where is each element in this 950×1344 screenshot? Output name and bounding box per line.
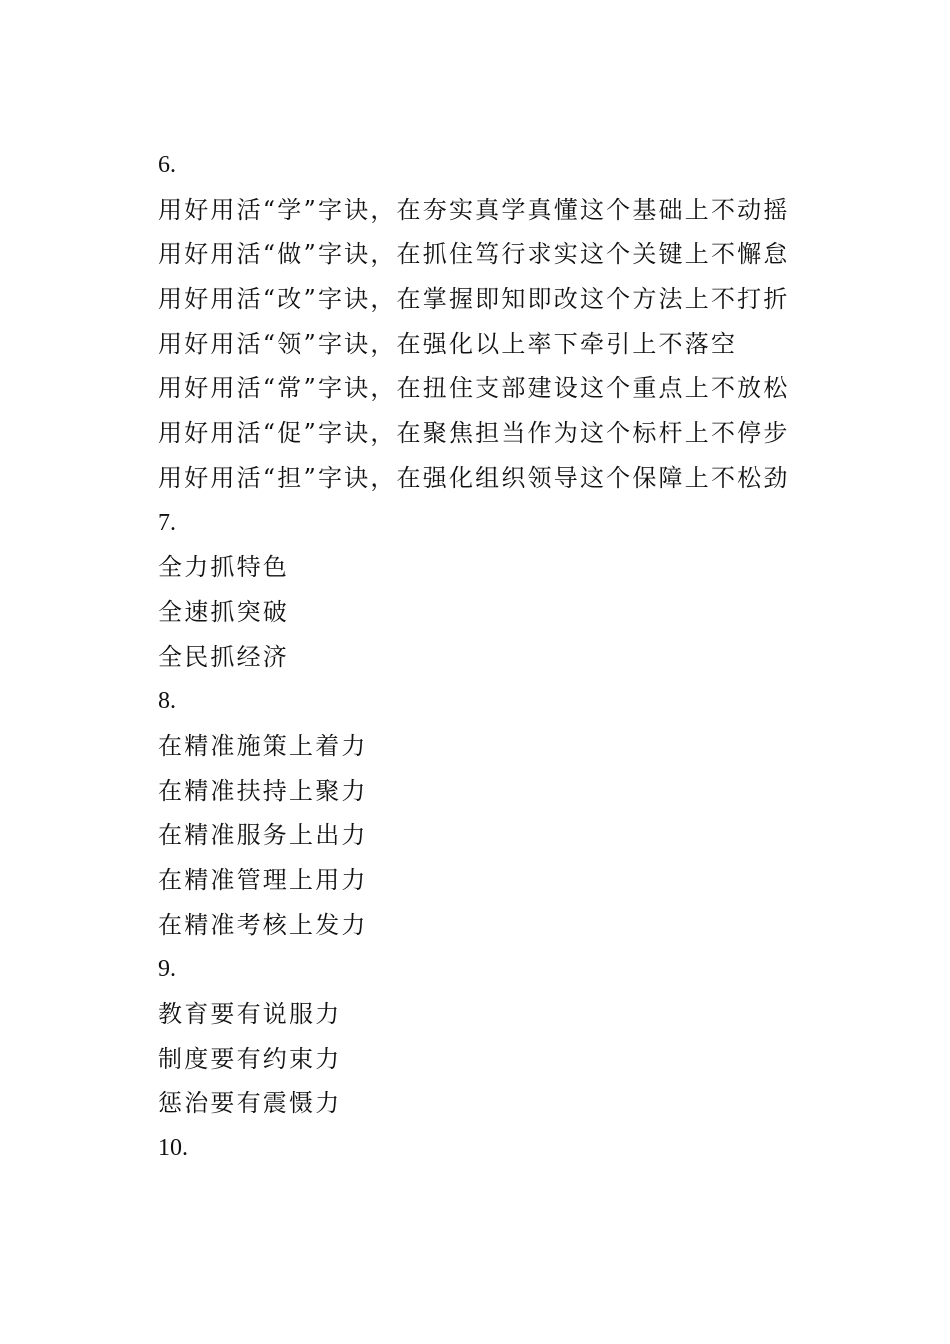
text-line: 用好用活“担”字诀，在强化组织领导这个保障上不松劲 [158,463,790,492]
text-line: 全力抓特色 [158,553,289,582]
text-line: 在精准施策上着力 [158,731,368,760]
text-line: 在精准管理上用力 [158,866,368,894]
text-line: 用好用活“领”字诀，在强化以上率下牵引上不落空 [158,329,738,358]
section-number: 9. [158,956,176,983]
text-line: 惩治要有震慑力 [158,1089,342,1118]
text-line: 在精准服务上出力 [158,821,368,850]
text-line: 在精准扶持上聚力 [158,776,368,805]
text-line: 用好用活“促”字诀，在聚焦担当作为这个标杆上不停步 [158,419,790,448]
text-line: 用好用活“改”字诀，在掌握即知即改这个方法上不打折 [158,285,790,314]
section-number: 10. [158,1135,188,1162]
text-line: 用好用活“常”字诀，在扭住支部建设这个重点上不放松 [158,374,790,403]
section-number: 7. [158,509,176,536]
document-body [158,143,818,1171]
text-line: 用好用活“学”字诀，在夯实真学真懂这个基础上不动摇 [158,195,790,224]
text-line: 制度要有约束力 [158,1044,342,1073]
text-line: 全民抓经济 [158,642,289,671]
text-line: 在精准考核上发力 [158,910,368,939]
text-line: 用好用活“做”字诀，在抓住笃行求实这个关键上不懈怠 [158,240,790,269]
text-line: 教育要有说服力 [158,1000,342,1029]
section-number: 6. [158,152,176,178]
text-line: 全速抓突破 [158,597,289,626]
section-number: 8. [158,688,176,715]
